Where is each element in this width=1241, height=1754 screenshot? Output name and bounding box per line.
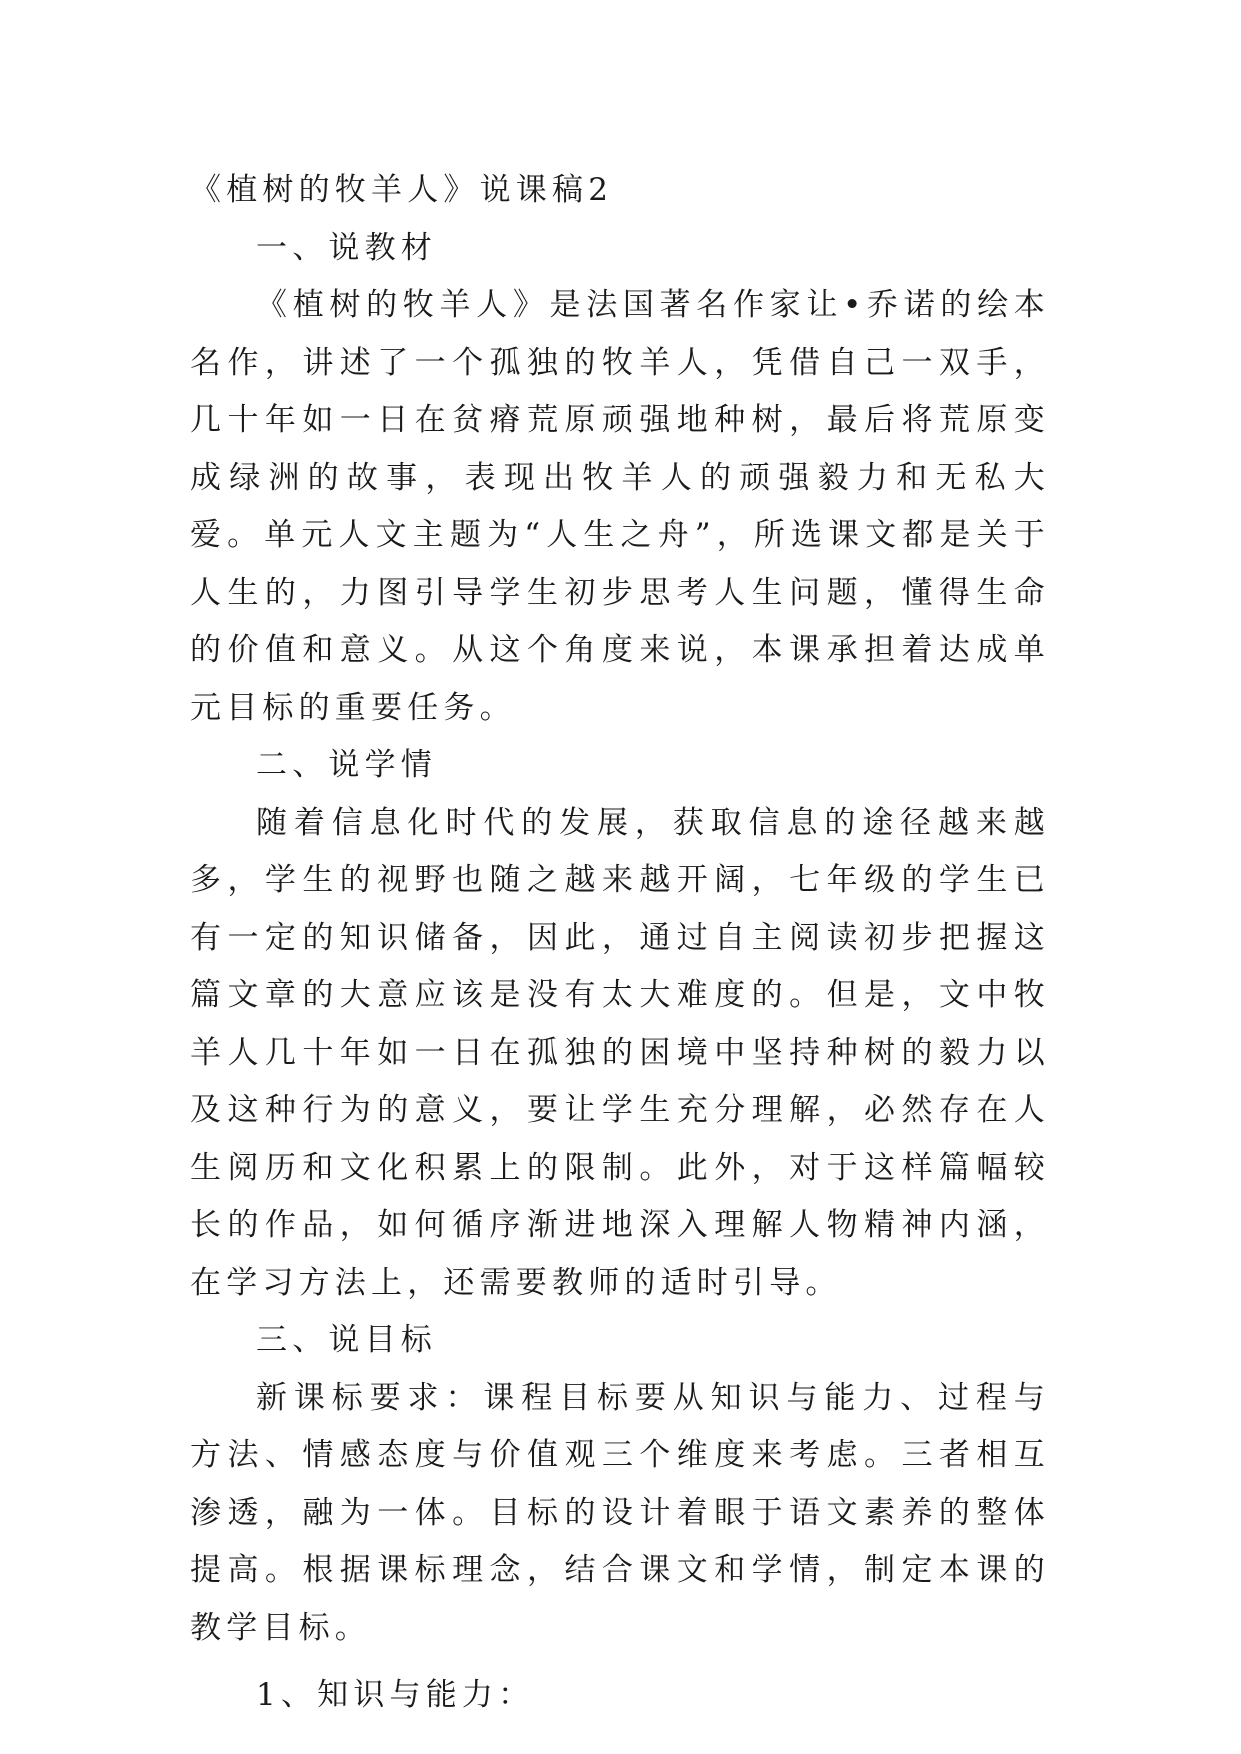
section-heading-students: 二、说学情 [256,747,437,783]
section-paragraph-goals: 新课标要求：课程目标要从知识与能力、过程与方法、情感态度与价值观三个维度来考虑。三者相互渗透，融为一体。目标的设计着眼于语文素养的整体提高。根据课标理念，结合课文和学情，制定本课的教学目标。 [190,1379,1050,1646]
section-heading-goals: 三、说目标 [256,1322,437,1358]
document-body [190,162,1050,1725]
section-heading-textbook: 一、说教材 [256,229,437,266]
section-paragraph-textbook: 《植树的牧羊人》是法国著名作家让•乔诺的绘本名作，讲述了一个孤独的牧羊人，凭借自己一双手，几十年如一日在贫瘠荒原顽强地种树，最后将荒原变成绿洲的故事，表现出牧羊人的顽强毅力和无私大爱。单元人文主题为“人生之舟”，所选课文都是关于人生的，力图引导学生初步思考人生问题，懂得生命的价值和意义。从这个角度来说，本课承担着达成单元目标的重要任务。 [190,287,1050,726]
list-item-knowledge-ability: 1、知识与能力： [256,1677,535,1713]
document-title: 《植树的牧羊人》说课稿2 [190,172,614,208]
section-paragraph-students: 随着信息化时代的发展，获取信息的途径越来越多，学生的视野也随之越来越开阔，七年级的学生已有一定的知识储备，因此，通过自主阅读初步把握这篇文章的大意应该是没有太大难度的。但是，文中牧羊人几十年如一日在孤独的困境中坚持种树的毅力以及这种行为的意义，要让学生充分理解，必然存在人生阅历和文化积累上的限制。此外，对于这样篇幅较长的作品，如何循序渐进地深入理解人物精神内涵，在学习方法上，还需要教师的适时引导。 [190,804,1050,1301]
